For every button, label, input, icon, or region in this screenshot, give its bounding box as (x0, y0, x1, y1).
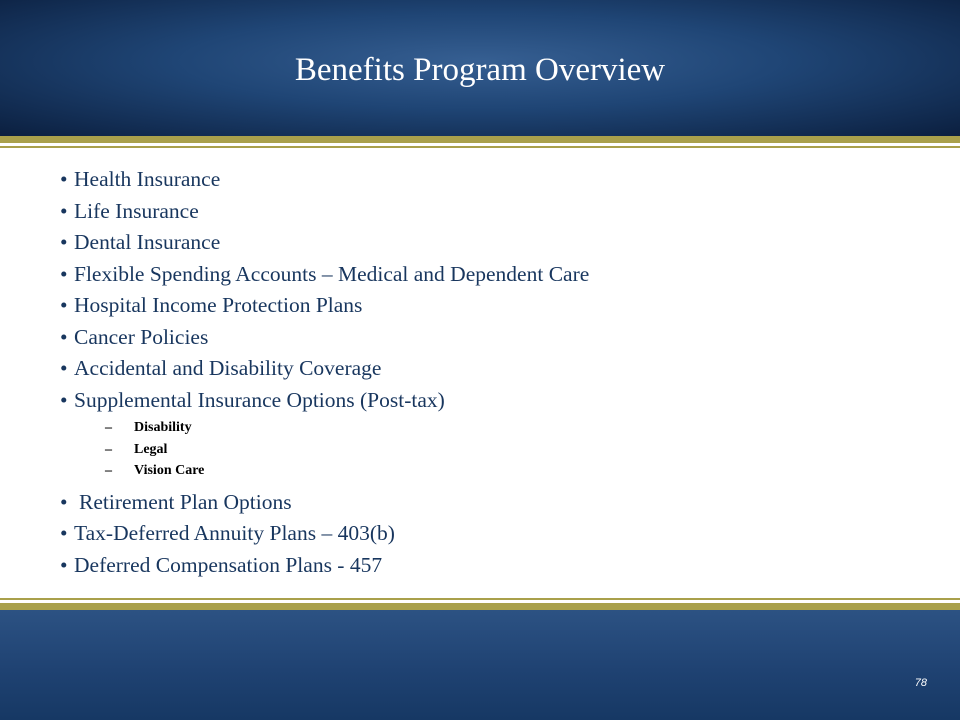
list-item: • Hospital Income Protection Plans (60, 290, 920, 322)
bullet-icon: • (60, 230, 68, 254)
footer-gold-rule-thin (0, 598, 960, 600)
list-item: • Supplemental Insurance Options (Post-tax) (60, 385, 920, 417)
list-item: • Dental Insurance (60, 227, 920, 259)
slide-footer (0, 610, 960, 720)
bullet-icon: • (60, 293, 68, 317)
header-gold-rule-thin (0, 146, 960, 148)
list-item: • Tax-Deferred Annuity Plans – 403(b) (60, 518, 920, 550)
footer-gold-rule (0, 603, 960, 610)
slide-title: Benefits Program Overview (294, 52, 666, 88)
page-number: 78 (914, 677, 927, 689)
dash-icon: – (105, 441, 112, 457)
bullet-icon: • (60, 198, 68, 223)
sub-list-item: – Disability (60, 417, 920, 439)
sub-list (60, 417, 920, 482)
list-item: • Health Insurance (60, 164, 920, 196)
slide-header (0, 0, 960, 136)
bullet-icon: • (60, 167, 68, 191)
dash-icon: – (105, 420, 112, 435)
bullet-icon: • (60, 324, 68, 349)
list-item: • Life Insurance (60, 196, 920, 228)
list-item: • Accidental and Disability Coverage (60, 353, 920, 385)
list-item: • Deferred Compensation Plans - 457 (60, 550, 920, 582)
dash-icon: – (105, 463, 112, 478)
list-item: • Flexible Spending Accounts – Medical and Dependent Care (60, 259, 920, 291)
list-item: • Retirement Plan Options (60, 487, 920, 519)
bullet-icon: • (60, 387, 68, 412)
bullet-icon: • (60, 489, 68, 514)
sub-list-item: – Legal (60, 439, 920, 461)
header-gold-rule (0, 136, 960, 143)
bullet-icon: • (60, 552, 68, 577)
list-item: • Cancer Policies (60, 322, 920, 354)
bullet-icon: • (60, 261, 68, 286)
bullet-list (60, 164, 920, 581)
sub-list-item: – Vision Care (60, 460, 920, 482)
bullet-icon: • (60, 356, 68, 380)
bullet-icon: • (60, 521, 68, 545)
